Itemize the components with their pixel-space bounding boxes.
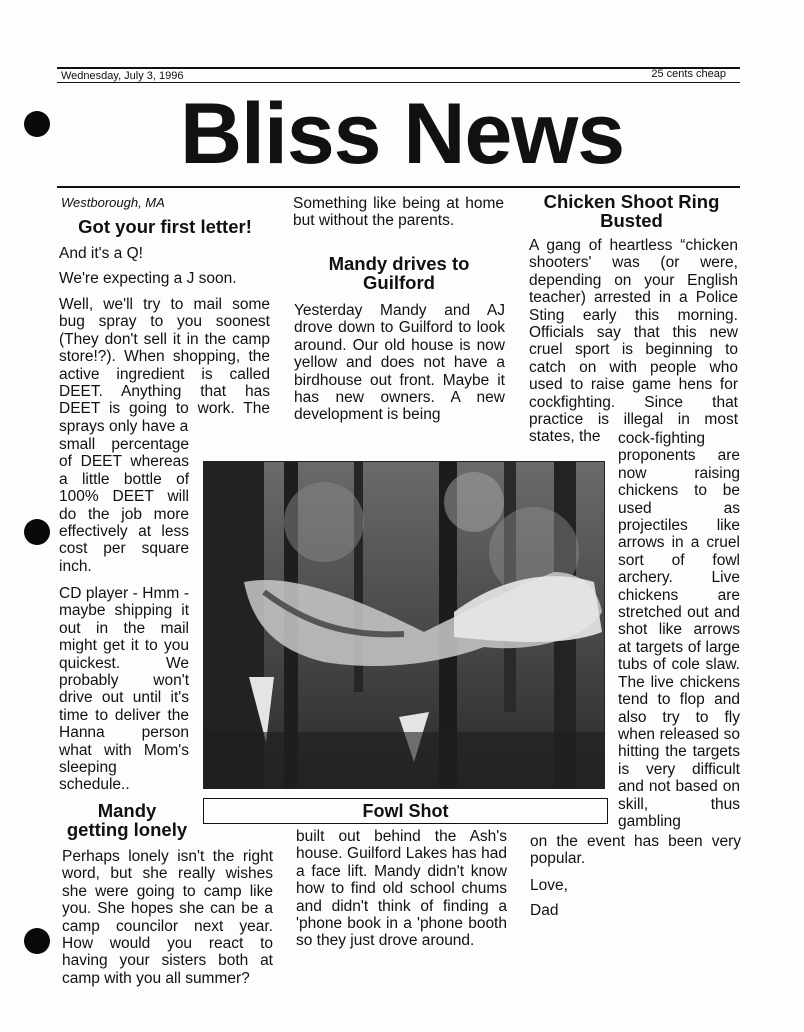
col1-paragraph-4: CD player - Hmm - maybe shipping it out in the mail might get it to you quickest. We probably won't drive out until it's time to deliver the Hanna person what with Mom's sleeping schedule..	[59, 585, 189, 794]
col1-paragraph-1: And it's a Q!	[59, 245, 143, 262]
headline-mandy-lonely: Mandy getting lonely	[66, 800, 188, 840]
photo-caption: Fowl Shot	[203, 798, 608, 824]
closing: Love,	[530, 877, 568, 894]
issue-price: 25 cents cheap	[651, 68, 726, 80]
headline-mandy-guilford: Mandy drives to Guilford	[328, 253, 470, 293]
date-line-rule	[57, 82, 740, 83]
binder-hole-bottom	[24, 928, 50, 954]
col1-paragraph-3a: Well, we'll try to mail some bug spray to you soonest (They don't sell it in the camp store!?). When shopping, the active ingredient is called DEET. Anything that has DEET is going to work. The sprays only have a	[59, 296, 270, 435]
col3-paragraph-1c: on the event has been very popular.	[530, 833, 741, 868]
headline-chicken-shoot: Chicken Shoot Ring Busted	[543, 191, 720, 231]
newspaper-title: Bliss News	[179, 86, 625, 182]
signature: Dad	[530, 902, 559, 919]
col3-paragraph-1a: A gang of heartless “chicken shooters' was (or were, depending on your English teacher) arrested in a Police Sting early this morning. Officials say that this new cruel sport is beginning to catch on with people who used to raise game hens for cockfighting. Since that practice is illegal in most states, the	[529, 237, 738, 446]
dateline: Westborough, MA	[61, 195, 165, 210]
binder-hole-middle	[24, 519, 50, 545]
col1-paragraph-2: We're expecting a J soon.	[59, 270, 237, 287]
col1-paragraph-3b: small percentage of DEET whereas a little bottle of 100% DEET will do the job more effectively at less cost per square inch.	[59, 436, 189, 575]
masthead-bottom-rule	[57, 186, 740, 188]
fowl-shot-photo	[203, 461, 605, 789]
col1-paragraph-5: Perhaps lonely isn't the right word, but she really wishes she were going to camp like you. She hopes she can be a camp councilor next year. How would you react to having your sisters both at camp with you all summer?	[62, 848, 273, 987]
col3-paragraph-1b: cock-fighting proponents are now raising chickens to be used as projectiles like arrows in a cruel sort of fowl archery. Live chickens are stretched out and shot like arrows at targets of large tubs of cole slaw. The live chickens tend to flop and also try to fly when released so hitting the targets is very difficult and not based on skill, thus gambling	[618, 430, 740, 830]
col2-paragraph-1: Something like being at home but without the parents.	[293, 195, 504, 230]
col2-paragraph-3: built out behind the Ash's house. Guilford Lakes has had a face lift. Mandy didn't know how to find old school chums and didn't think of finding a 'phone book in a 'phone booth so they just drove around.	[296, 828, 507, 950]
col2-paragraph-2: Yesterday Mandy and AJ drove down to Guilford to look around. Our old house is now yellow and does not have a birdhouse out front. Maybe it has new owners. A new development is being	[294, 302, 505, 424]
headline-first-letter: Got your first letter!	[78, 216, 252, 237]
issue-date: Wednesday, July 3, 1996	[61, 70, 184, 82]
